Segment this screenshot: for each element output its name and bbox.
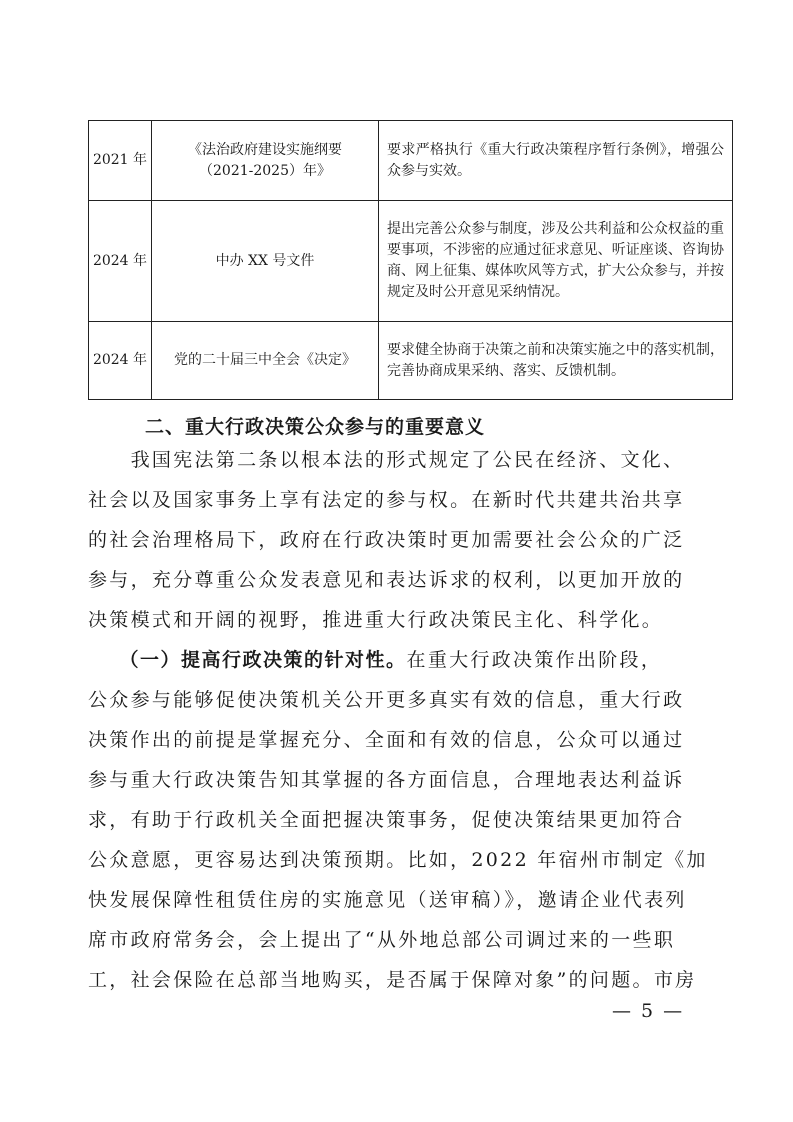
text-line: 工，社会保险在总部当地购买，是否属于保障对象”的问题。市房: [88, 969, 697, 991]
table-row: [89, 121, 733, 201]
text-line: 决策作出的前提是掌握充分、全面和有效的信息，公众可以通过: [88, 729, 685, 751]
text-line: 社会以及国家事务上享有法定的参与权。在新时代共建共治共享: [88, 489, 685, 511]
year-cell: 2024 年: [89, 322, 152, 400]
policy-table: [88, 120, 733, 400]
document-name-line: 党的二十届三中全会《决定》: [174, 352, 356, 368]
section-heading: 二、重大行政决策公众参与的重要意义: [145, 416, 486, 438]
text-line: 参与重大行政决策告知其掌握的各方面信息，合理地表达利益诉: [88, 769, 685, 791]
text-line: 公众参与能够促使决策机关公开更多真实有效的信息，重大行政: [88, 689, 685, 711]
text-line: 决策模式和开阔的视野，推进重大行政决策民主化、科学化。: [88, 609, 664, 631]
paragraph-constitution: [88, 440, 688, 640]
document-name-line: 中办 XX 号文件: [215, 252, 315, 269]
document-cell: [152, 322, 379, 400]
year-cell: 2024 年: [89, 201, 152, 322]
document-cell: [152, 201, 379, 322]
year-cell: 2021 年: [89, 121, 152, 201]
document-name-line: （2021-2025）年》: [199, 162, 331, 179]
text-line: 的社会治理格局下，政府在行政决策时更加需要社会公众的广泛: [88, 529, 685, 551]
text-line: 席市政府常务会，会上提出了“从外地总部公司调过来的一些职: [88, 929, 676, 951]
text-line: 快发展保障性租赁住房的实施意见（送审稿）》，邀请企业代表列: [88, 889, 687, 911]
subsection-lead: （一）提高行政决策的针对性。: [88, 649, 407, 671]
text-line: 我国宪法第二条以根本法的形式规定了公民在经济、文化、: [88, 449, 685, 471]
document-cell: [152, 121, 379, 201]
text-line: 求，有助于行政机关全面把握决策事务，促使决策结果更加符合: [88, 809, 685, 831]
requirement-cell: 提出完善公众参与制度，涉及公共利益和公众权益的重要事项，不涉密的应通过征求意见、听证座谈、咨询协商、网上征集、媒体吹风等方式，扩大公众参与，并按规定及时公开意见采纳情况。: [379, 201, 733, 322]
text-line: [88, 640, 688, 680]
requirement-cell: 要求严格执行《重大行政决策程序暂行条例》，增强公众参与实效。: [379, 121, 733, 201]
page-number: — 5 —: [612, 1000, 685, 1022]
text-line: 参与，充分尊重公众发表意见和表达诉求的权利，以更加开放的: [88, 569, 685, 591]
table-row: [89, 201, 733, 322]
requirement-cell: 要求健全协商于决策之前和决策实施之中的落实机制，完善协商成果采纳、落实、反馈机制。: [379, 322, 733, 400]
document-name-line: 《法治政府建设实施纲要: [188, 141, 342, 158]
paragraph-targeting: [88, 640, 708, 1000]
text-fragment: 在重大行政决策作出阶段，: [406, 649, 663, 671]
text-line: 公众意愿，更容易达到决策预期。比如，2022 年宿州市制定《加: [88, 849, 708, 871]
table-row: [89, 322, 733, 400]
